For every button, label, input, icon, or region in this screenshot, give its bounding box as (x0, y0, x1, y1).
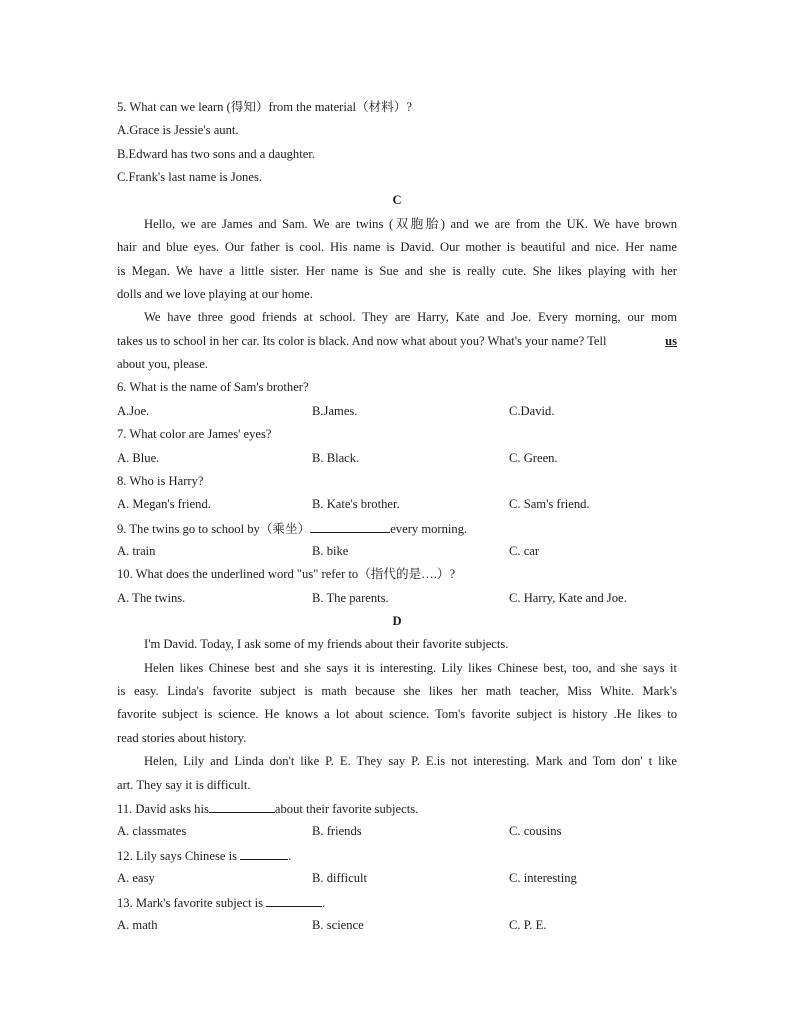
section-c-p1-line1: Hello, we are James and Sam. We are twins (双胞胎) and we are from the UK. We have brown (144, 217, 677, 231)
q8-stem: 8. Who is Harry? (117, 474, 204, 488)
section-d-p3-line2: art. They say it is difficult. (117, 778, 251, 792)
q9-option-b: B. bike (312, 544, 349, 558)
q12-stem-tail: . (288, 849, 292, 863)
q11-answer-blank[interactable] (209, 800, 275, 813)
section-d-p2-line4: read stories about history. (117, 731, 247, 745)
section-d-p1: I'm David. Today, I ask some of my friends about their favorite subjects. (144, 637, 509, 651)
q11-stem (117, 800, 677, 817)
section-d-p2-line2: is easy. Linda's favorite subject is math because she likes her math teacher, Miss White. Mark's (117, 684, 677, 698)
q10-option-a: A. The twins. (117, 591, 186, 605)
q7-stem: 7. What color are James' eyes? (117, 427, 272, 441)
q9-option-a: A. train (117, 544, 156, 558)
q8-option-a: A. Megan's friend. (117, 497, 211, 511)
q7-option-b: B. Black. (312, 451, 360, 465)
section-c-heading: C (392, 193, 402, 207)
section-c-p1-line2: hair and blue eyes. Our father is cool. His name is David. Our mother is beautiful and nice. Her name (117, 240, 677, 254)
q13-stem-text: 13. Mark's favorite subject is (117, 896, 267, 910)
q5-option-a: A.Grace is Jessie's aunt. (117, 123, 239, 137)
q12-option-a: A. easy (117, 871, 155, 885)
q13-option-b: B. science (312, 918, 364, 932)
q6-option-c: C.David. (509, 404, 555, 418)
q12-option-c: C. interesting (509, 871, 577, 885)
q10-option-c: C. Harry, Kate and Joe. (509, 591, 627, 605)
q12-stem (117, 847, 677, 864)
section-c-p1-line3: is Megan. We have a little sister. Her name is Sue and she is really cute. She likes playing with her (117, 264, 677, 278)
section-c-p2-line1: We have three good friends at school. They are Harry, Kate and Joe. Every morning, our mom (144, 310, 677, 324)
q13-stem-tail: . (322, 896, 326, 910)
q6-stem: 6. What is the name of Sam's brother? (117, 380, 309, 394)
underlined-word-us: us (665, 334, 677, 348)
q9-stem-text: 9. The twins go to school by（乘坐） (117, 522, 311, 536)
q9-option-c: C. car (509, 544, 540, 558)
section-d-p2-line1: Helen likes Chinese best and she says it is interesting. Lily likes Chinese best, too, and she says it (144, 661, 677, 675)
q13-stem (117, 894, 677, 911)
section-d-p2-line3: favorite subject is science. He knows a lot about science. Tom's favorite subject is history .He likes to (117, 707, 677, 721)
q12-option-b: B. difficult (312, 871, 368, 885)
q10-option-b: B. The parents. (312, 591, 389, 605)
q11-stem-text: 11. David asks his (117, 802, 209, 816)
q13-answer-blank[interactable] (266, 894, 322, 907)
q9-stem-tail: every morning. (390, 522, 468, 536)
q9-answer-blank[interactable] (310, 520, 390, 533)
q6-option-b: B.James. (312, 404, 358, 418)
q8-option-b: B. Kate's brother. (312, 497, 400, 511)
q8-option-c: C. Sam's friend. (509, 497, 590, 511)
q5-option-c: C.Frank's last name is Jones. (117, 170, 262, 184)
q7-option-a: A. Blue. (117, 451, 160, 465)
q11-option-c: C. cousins (509, 824, 562, 838)
section-d-heading: D (392, 614, 402, 628)
q6-option-a: A.Joe. (117, 404, 150, 418)
section-d-p3-line1: Helen, Lily and Linda don't like P. E. They say P. E.is not interesting. Mark and Tom don' t like (144, 754, 677, 768)
section-c-p1-line4: dolls and we love playing at our home. (117, 287, 313, 301)
q13-option-c: C. P. E. (509, 918, 547, 932)
q9-stem (117, 520, 677, 537)
q11-option-b: B. friends (312, 824, 362, 838)
q12-answer-blank[interactable] (240, 847, 288, 860)
q7-option-c: C. Green. (509, 451, 558, 465)
q13-option-a: A. math (117, 918, 158, 932)
q11-stem-tail: about their favorite subjects. (274, 802, 419, 816)
section-c-p2-line2 (117, 333, 677, 349)
q5-stem: 5. What can we learn (得知）from the material（材料）? (117, 100, 412, 114)
section-c-p2-line2-text: takes us to school in her car. Its color is black. And now what about you? What's your name? Tell (117, 334, 607, 348)
q5-option-b: B.Edward has two sons and a daughter. (117, 147, 315, 161)
q11-option-a: A. classmates (117, 824, 187, 838)
section-c-p2-line3: about you, please. (117, 357, 208, 371)
q10-stem: 10. What does the underlined word "us" refer to（指代的是….）? (117, 567, 456, 581)
q12-stem-text: 12. Lily says Chinese is (117, 849, 241, 863)
